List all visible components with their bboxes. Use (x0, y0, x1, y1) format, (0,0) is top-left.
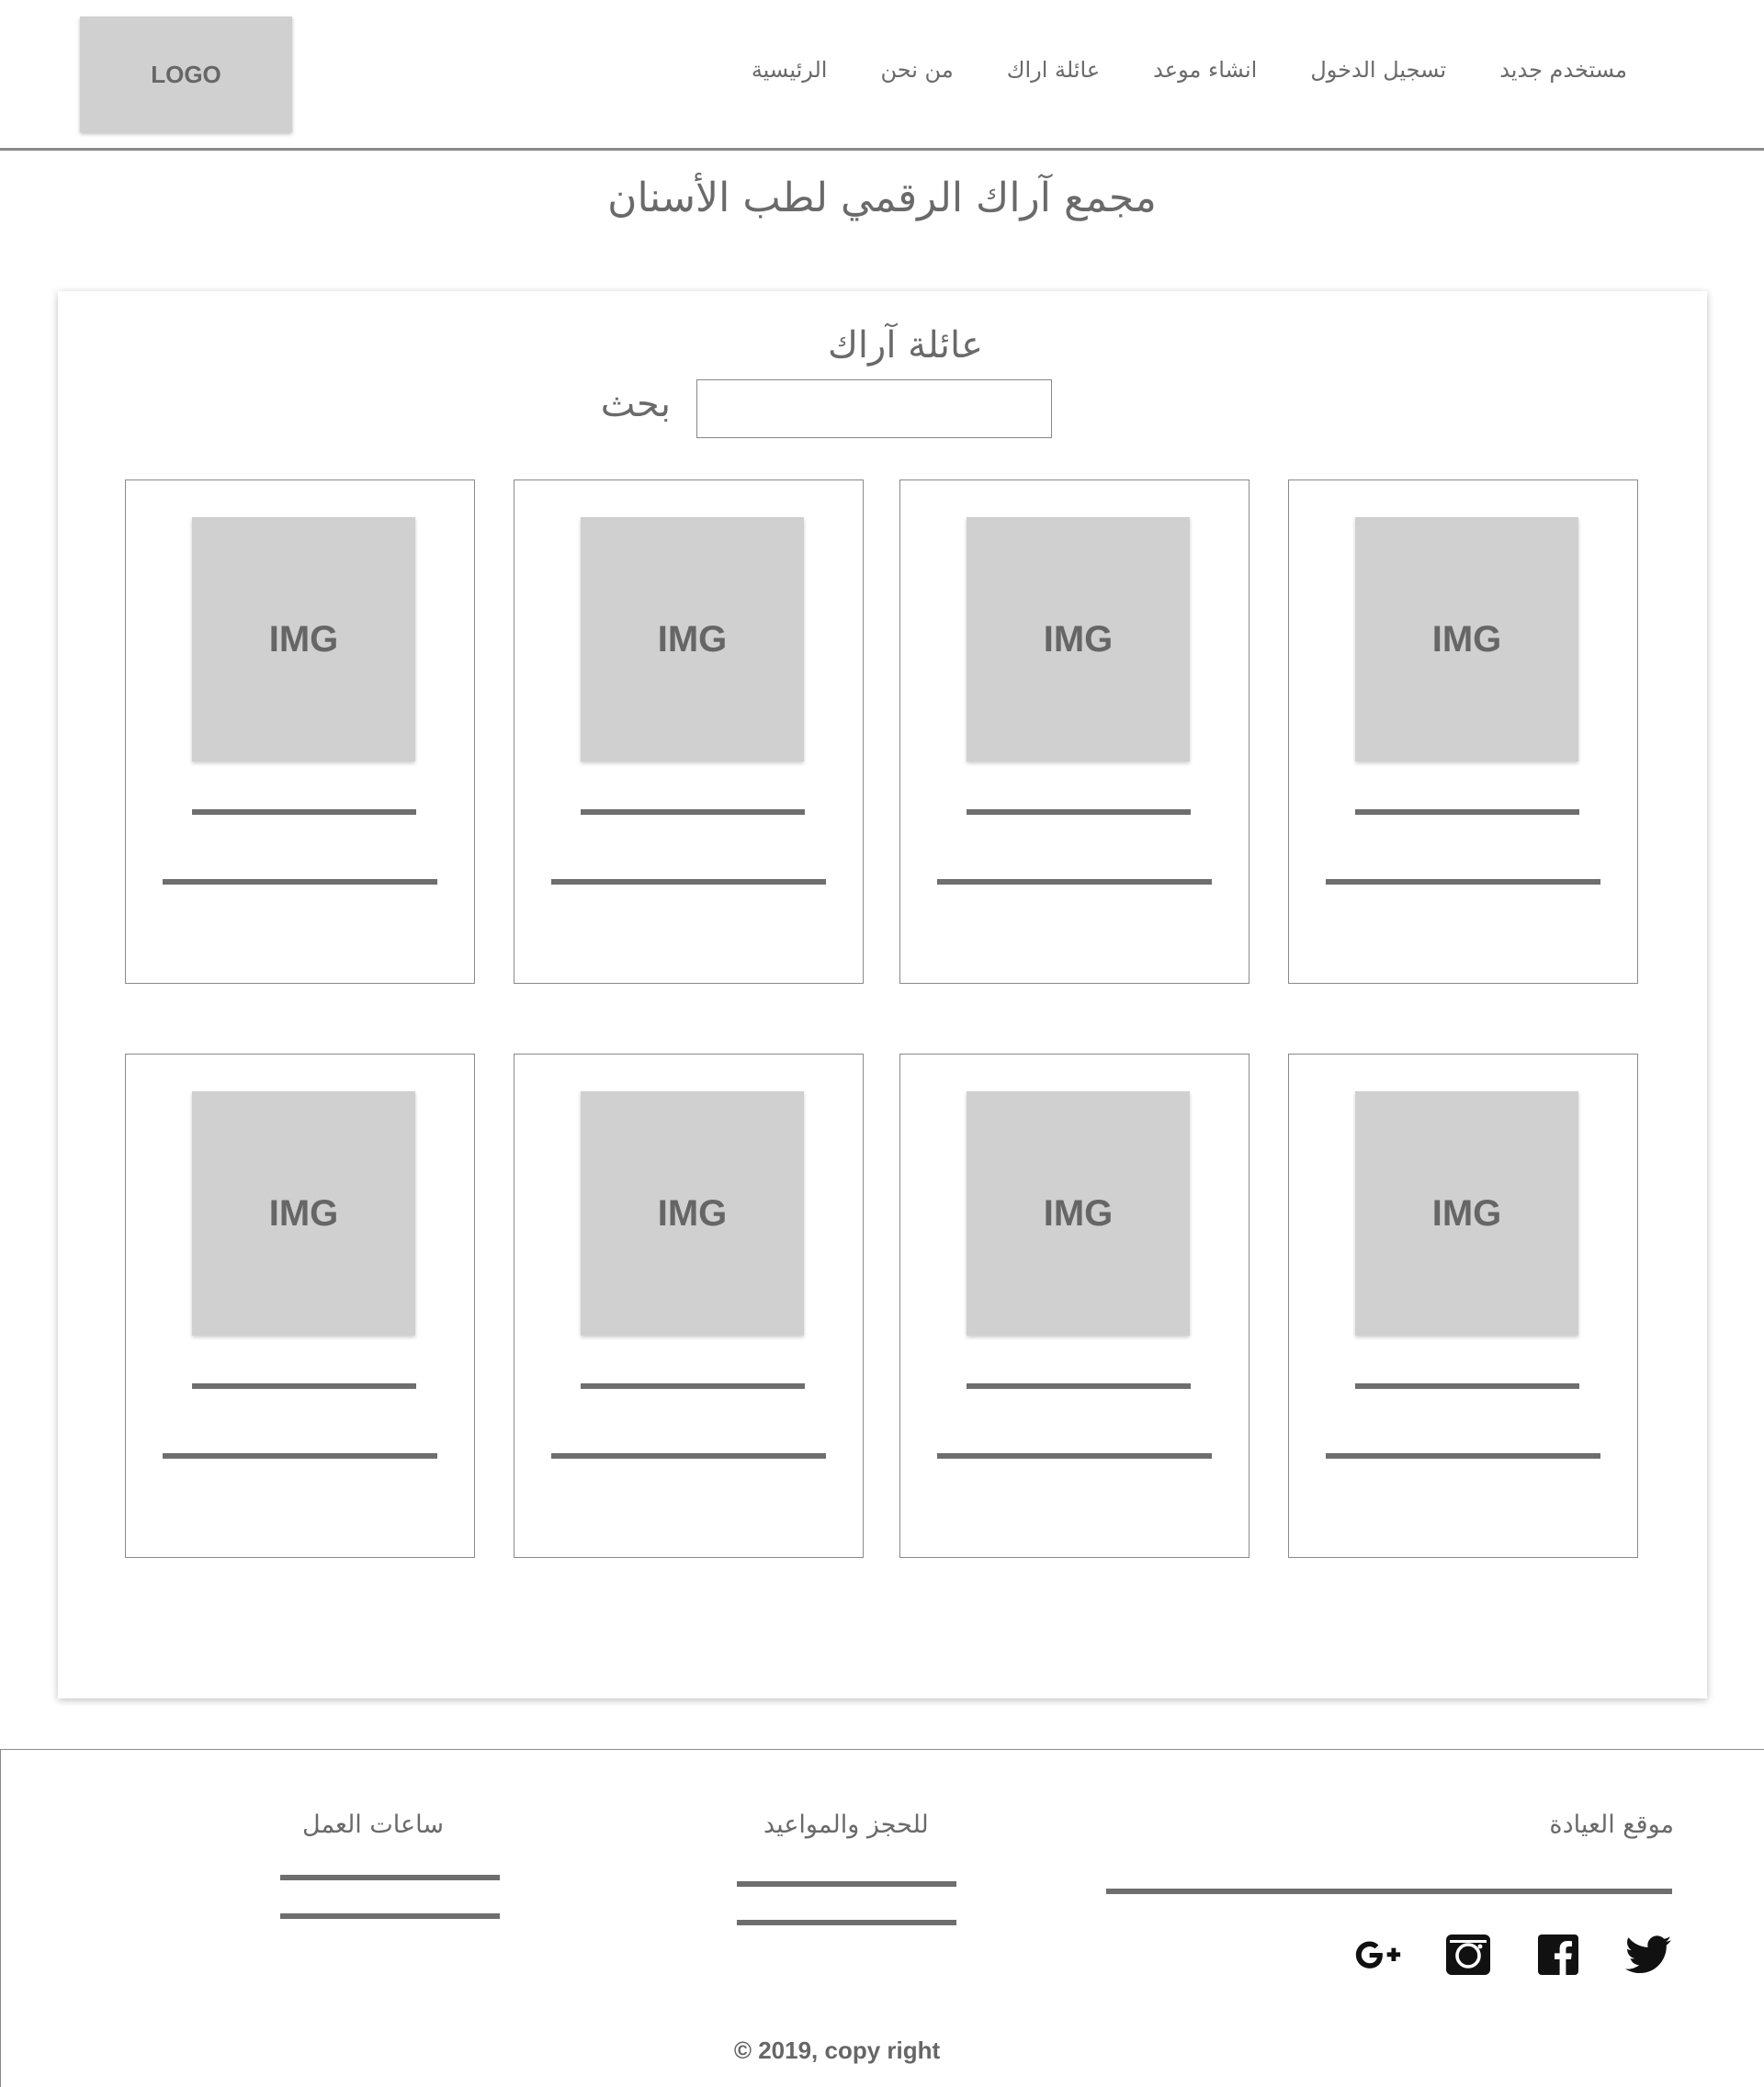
booking-placeholder-2 (737, 1920, 956, 1925)
card-name-placeholder (581, 809, 805, 815)
card-image: IMG (581, 517, 804, 761)
card-name-placeholder (1355, 1383, 1579, 1389)
main-nav (752, 57, 1627, 83)
card-name-placeholder (581, 1383, 805, 1389)
card-grid (58, 291, 1707, 1698)
search-label: بحث (600, 383, 671, 425)
member-card[interactable] (899, 1054, 1250, 1558)
card-image: IMG (192, 1091, 415, 1336)
nav-item-home[interactable]: الرئيسية (751, 57, 828, 83)
card-title-placeholder (1326, 879, 1600, 885)
family-panel (58, 291, 1707, 1698)
footer-booking-heading: للحجز والمواعيد (763, 1811, 929, 1839)
card-image: IMG (967, 517, 1190, 761)
card-name-placeholder (1355, 809, 1579, 815)
hours-placeholder-1 (280, 1875, 500, 1880)
nav-item-about[interactable]: من نحن (880, 57, 954, 83)
card-name-placeholder (967, 1383, 1191, 1389)
nav-item-create-appointment[interactable]: انشاء موعد (1153, 57, 1258, 83)
member-card[interactable] (1288, 479, 1638, 984)
social-links (1354, 1934, 1672, 1976)
page-title: مجمع آراك الرقمي لطب الأسنان (607, 175, 1157, 221)
member-card[interactable] (514, 1054, 864, 1558)
card-image: IMG (192, 517, 415, 761)
member-card[interactable] (125, 479, 475, 984)
footer-hours-heading: ساعات العمل (302, 1811, 444, 1839)
section-title: عائلة آراك (827, 324, 984, 367)
card-title-placeholder (163, 879, 437, 885)
member-card[interactable] (899, 479, 1250, 984)
nav-item-register[interactable]: مستخدم جديد (1499, 57, 1627, 83)
footer-location-heading: موقع العيادة (1549, 1811, 1674, 1839)
card-image: IMG (1355, 517, 1578, 761)
card-title-placeholder (937, 879, 1212, 885)
card-title-placeholder (551, 879, 826, 885)
hours-placeholder-2 (280, 1913, 500, 1919)
card-name-placeholder (192, 1383, 416, 1389)
card-image: IMG (1355, 1091, 1578, 1336)
card-title-placeholder (1326, 1453, 1600, 1459)
member-card[interactable] (1288, 1054, 1638, 1558)
twitter-icon[interactable] (1624, 1934, 1672, 1976)
instagram-icon[interactable] (1444, 1934, 1492, 1976)
card-image: IMG (967, 1091, 1190, 1336)
card-title-placeholder (163, 1453, 437, 1459)
site-footer (0, 1749, 1764, 2087)
card-name-placeholder (192, 809, 416, 815)
google-plus-icon[interactable] (1354, 1934, 1402, 1976)
facebook-icon[interactable] (1534, 1934, 1582, 1976)
member-card[interactable] (514, 479, 864, 984)
logo[interactable]: LOGO (80, 17, 292, 132)
site-header (0, 0, 1764, 151)
card-name-placeholder (967, 809, 1191, 815)
member-card[interactable] (125, 1054, 475, 1558)
nav-item-login[interactable]: تسجيل الدخول (1310, 57, 1447, 83)
nav-item-family[interactable]: عائلة اراك (1006, 57, 1101, 83)
location-placeholder (1106, 1889, 1672, 1894)
booking-placeholder-1 (737, 1881, 956, 1887)
card-title-placeholder (551, 1453, 826, 1459)
card-image: IMG (581, 1091, 804, 1336)
card-title-placeholder (937, 1453, 1212, 1459)
copyright: © 2019, copy right (733, 2036, 941, 2064)
